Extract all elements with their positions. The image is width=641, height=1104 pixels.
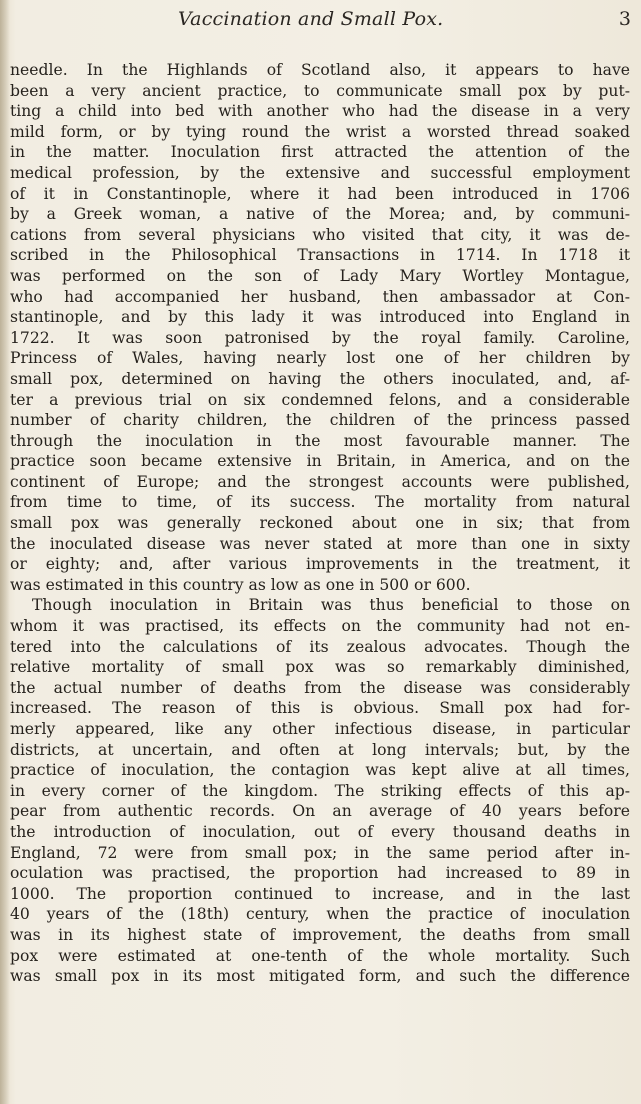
text-line: England, 72 were from small pox; in the same period after in- xyxy=(10,843,630,862)
binding-shadow xyxy=(0,0,10,1104)
text-line: small pox was generally reckoned about one in six; that from xyxy=(10,514,630,533)
text-line: the inoculated disease was never stated at more than one in sixty xyxy=(10,534,630,553)
text-line: number of charity children, the children of the princess passed xyxy=(10,411,630,430)
text-line: pear from authentic records. On an average of 40 years before xyxy=(10,802,630,821)
text-line: been a very ancient practice, to communicate small pox by put- xyxy=(10,81,630,100)
text-line: 40 years of the (18th) century, when the practice of inoculation xyxy=(10,905,630,924)
text-line: who had accompanied her husband, then ambassador at Con- xyxy=(10,287,630,306)
text-line: 1722. It was soon patronised by the royal family. Caroline, xyxy=(10,328,630,347)
text-line: was in its highest state of improvement, the deaths from small xyxy=(10,925,630,944)
text-line: ter a previous trial on six condemned felons, and a considerable xyxy=(10,390,630,409)
text-line: ting a child into bed with another who had the disease in a very xyxy=(10,102,630,121)
text-line: was small pox in its most mitigated form, and such the difference xyxy=(10,967,630,986)
text-line: the introduction of inoculation, out of every thousand deaths in xyxy=(10,822,630,841)
text-line: relative mortality of small pox was so remarkably diminished, xyxy=(10,658,630,677)
text-line: increased. The reason of this is obvious. Small pox had for- xyxy=(10,699,630,718)
running-head-title: Vaccination and Small Pox. xyxy=(178,8,444,30)
text-line: 1000. The proportion continued to increase, and in the last xyxy=(10,884,630,903)
text-line: Princess of Wales, having nearly lost one of her children by xyxy=(10,349,630,368)
text-line: scribed in the Philosophical Transactions in 1714. In 1718 it xyxy=(10,246,630,265)
text-line: stantinople, and by this lady it was introduced into England in xyxy=(10,308,630,327)
running-head xyxy=(0,6,641,36)
text-line: whom it was practised, its effects on the community had not en- xyxy=(10,617,630,636)
text-line: continent of Europe; and the strongest accounts were published, xyxy=(10,472,630,491)
text-line: of it in Constantinople, where it had been introduced in 1706 xyxy=(10,184,630,203)
page-number: 3 xyxy=(618,8,631,30)
text-line: small pox, determined on having the others inoculated, and, af- xyxy=(10,369,630,388)
text-line: through the inoculation in the most favourable manner. The xyxy=(10,431,630,450)
text-line: practice of inoculation, the contagion was kept alive at all times, xyxy=(10,761,630,780)
body-text xyxy=(10,60,630,987)
text-line: from time to time, of its success. The mortality from natural xyxy=(10,493,630,512)
text-line: merly appeared, like any other infectious disease, in particular xyxy=(10,720,630,738)
text-line: medical profession, by the extensive and successful employment xyxy=(10,163,630,182)
text-line: practice soon became extensive in Britain, in America, and on the xyxy=(10,452,630,471)
text-line: needle. In the Highlands of Scotland also, it appears to have xyxy=(10,61,630,79)
text-line: cations from several physicians who visited that city, it was de- xyxy=(10,225,630,244)
text-line: oculation was practised, the proportion had increased to 89 in xyxy=(10,864,630,883)
text-line: in every corner of the kingdom. The striking effects of this ap- xyxy=(10,781,630,800)
text-line: tered into the calculations of its zealous advocates. Though the xyxy=(10,637,630,656)
text-line: mild form, or by tying round the wrist a worsted thread soaked xyxy=(10,122,630,141)
text-line: in the matter. Inoculation first attracted the attention of the xyxy=(10,143,630,162)
text-line: districts, at uncertain, and often at long intervals; but, by the xyxy=(10,740,630,759)
text-line: pox were estimated at one-tenth of the whole mortality. Such xyxy=(10,946,630,965)
text-line: or eighty; and, after various improvements in the treatment, it xyxy=(10,555,630,574)
paragraph-start-line: Though inoculation in Britain was thus beneficial to those on xyxy=(32,596,630,615)
text-line: was performed on the son of Lady Mary Wortley Montague, xyxy=(10,266,630,285)
text-line: was estimated in this country as low as one in 500 or 600. xyxy=(10,575,471,594)
text-line: by a Greek woman, a native of the Morea; and, by communi- xyxy=(10,205,630,224)
text-line: the actual number of deaths from the disease was considerably xyxy=(10,678,630,697)
